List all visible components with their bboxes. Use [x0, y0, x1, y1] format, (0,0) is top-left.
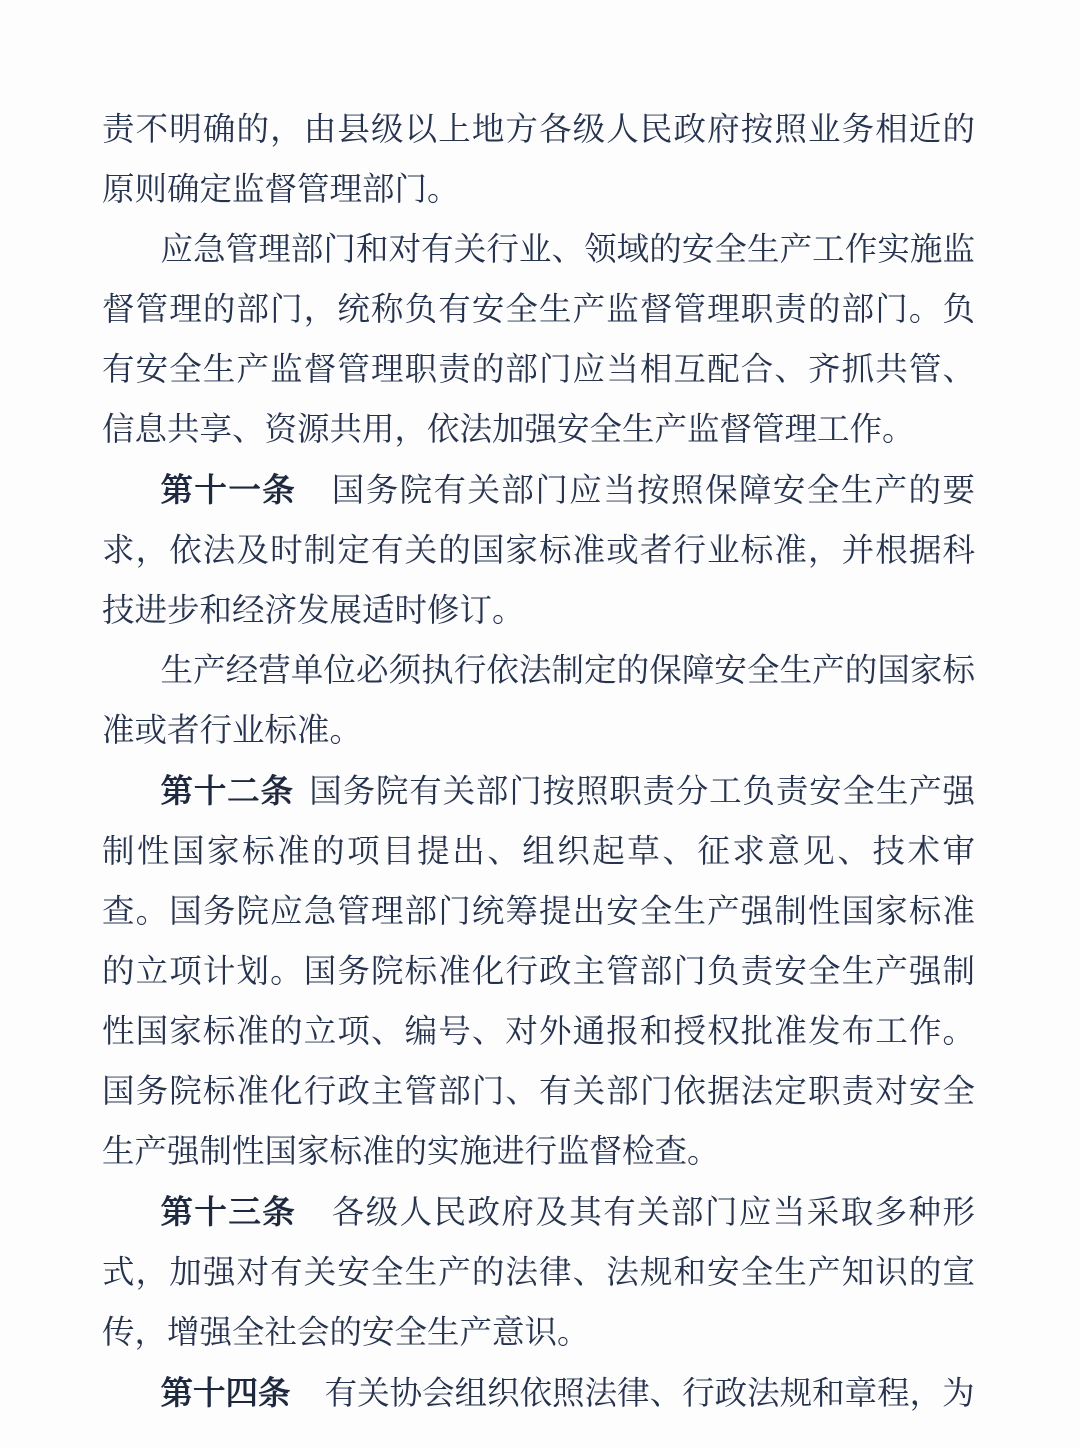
- document-content: [102, 100, 975, 1424]
- article-number-label: 第十一条: [160, 472, 297, 508]
- paragraph-text: 生产经营单位必须执行依法制定的保障安全生产的国家标准或者行业标准。: [102, 653, 975, 749]
- paragraph-article-13: [102, 1182, 975, 1363]
- paragraph-article-12: [102, 761, 975, 1182]
- article-number-label: 第十三条: [160, 1194, 297, 1230]
- paragraph-text: 国务院有关部门按照职责分工负责安全生产强制性国家标准的项目提出、组织起草、征求意见、技术审查。国务院应急管理部门统筹提出安全生产强制性国家标准的立项计划。国务院标准化行政主管部门负责安全生产强制性国家标准的立项、编号、对外通报和授权批准发布工作。国务院标准化行政主管部门、有关部门依据法定职责对安全生产强制性国家标准的实施进行监督检查。: [102, 774, 975, 1170]
- paragraph-text: 各级人民政府及其有关部门应当采取多种形式，加强对有关安全生产的法律、法规和安全生产知识的宣传，增强全社会的安全生产意识。: [102, 1195, 975, 1351]
- paragraph-article-11: [102, 460, 975, 641]
- paragraph-text: 应急管理部门和对有关行业、领域的安全生产工作实施监督管理的部门，统称负有安全生产监督管理职责的部门。负有安全生产监督管理职责的部门应当相互配合、齐抓共管、信息共享、资源共用，依法加强安全生产监督管理工作。: [102, 232, 975, 448]
- paragraph-text: 有关协会组织依照法律、行政法规和章程，为: [324, 1376, 975, 1412]
- paragraph-body: [102, 220, 975, 460]
- paragraph-article-14: [102, 1363, 975, 1424]
- paragraph-text: 国务院有关部门应当按照保障安全生产的要求，依法及时制定有关的国家标准或者行业标准，并根据科技进步和经济发展适时修订。: [102, 473, 975, 629]
- article-number-label: 第十四条: [160, 1375, 291, 1411]
- paragraph-body: [102, 641, 975, 761]
- article-number-label: 第十二条: [160, 773, 294, 809]
- paragraph-continuation: [102, 100, 975, 220]
- paragraph-text: 责不明确的，由县级以上地方各级人民政府按照业务相近的原则确定监督管理部门。: [102, 112, 975, 208]
